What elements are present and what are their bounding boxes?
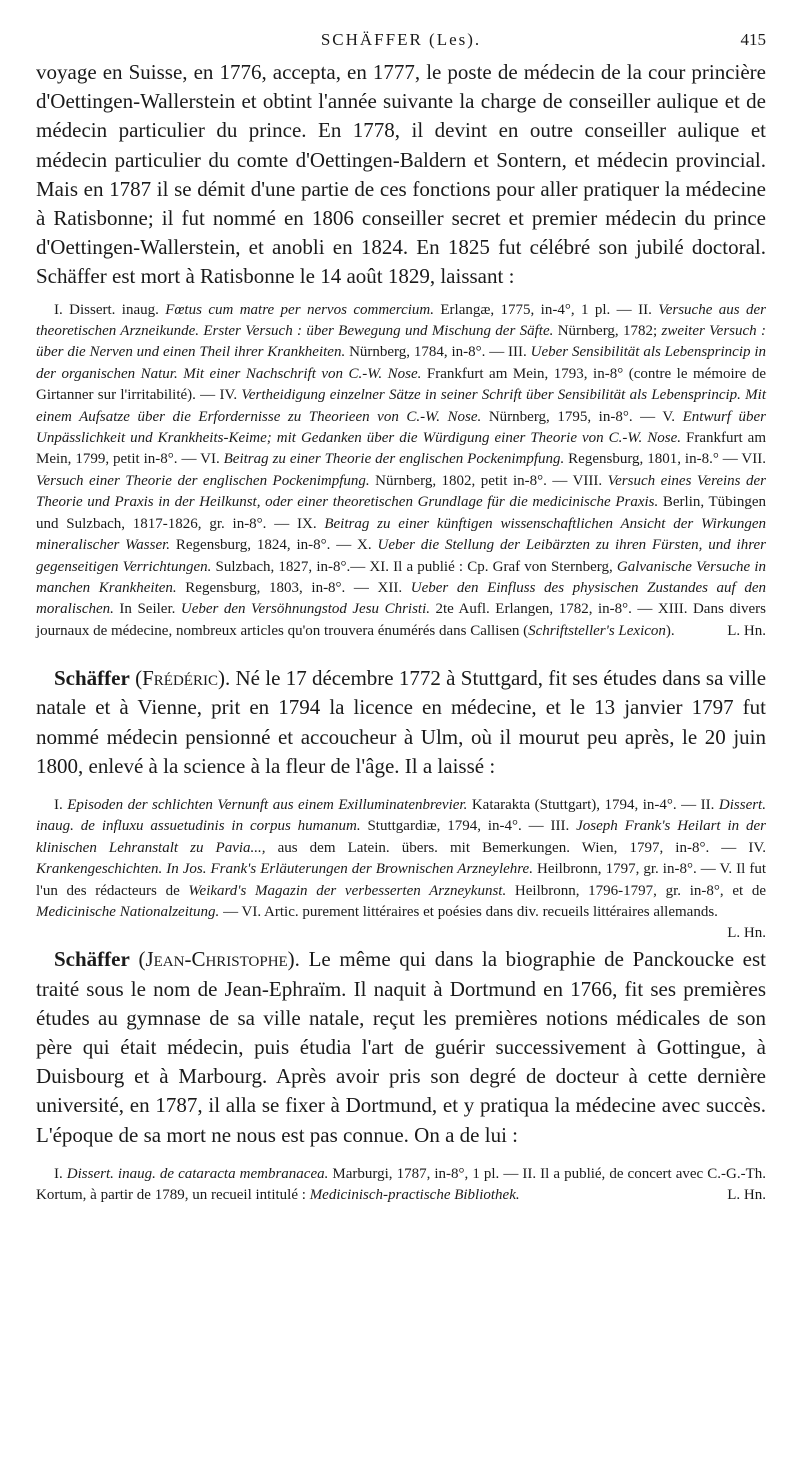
- bib-title: Versuche aus der theoretischen Arzneikunde. Erster Versuch : über Bewegung und Mischung der Säfte.: [36, 301, 766, 340]
- entry-continuation-text: voyage en Suisse, en 1776, accepta, en 1777, le poste de médecin de la cour princière d'Oettingen-Wallerstein et obtint l'année suivante la charge de conseiller aulique et de médecin particulier du prince. En 1778, il devint en outre conseiller aulique et médecin particulier du comte d'Oettingen-Baldern et Sontern, et médecin provincial. Mais en 1787 il se démit d'une partie de ces fonctions pour aller pratiquer la médecine à Ratisbonne; il fut nommé en 1806 conseiller secret et premier médecin du prince d'Oettingen-Wallerstein, et anobli en 1824. En 1825 fut célébré son jubilé doctoral. Schäffer est mort à Ratisbonne le 14 août 1829, laissant :: [36, 60, 766, 289]
- bib-title: Dissert. inaug. de cataracta membranacea.: [66, 1165, 329, 1182]
- bib-segments: [36, 302, 766, 639]
- bib-text: Marburgi, 1787, in-8°, 1 pl. — II. Il a publié, de concert avec C.-G.-Th. Kortum, à partir de 1789, un recueil intitulé :: [36, 1165, 766, 1204]
- bib-text: Regensburg, 1824, in-8°. — X.: [170, 537, 378, 554]
- bib-segments: [36, 1166, 766, 1203]
- bib-title: Vertheidigung einzelner Sätze in seiner Schrift über Sensibilität als Lebensprincip. Mit einem Aufsatze über die Erfordernisse zu Theorieen von C.-W. Nose.: [36, 387, 767, 425]
- bib-text: Katarakta (Stuttgart), 1794, in-4°. — II.: [467, 796, 719, 813]
- bib-text: I.: [54, 796, 68, 813]
- running-head: SCHÄFFER (Les).: [320, 30, 482, 49]
- bib-title: Versuch einer Theorie der englischen Pockenimpfung.: [36, 472, 370, 489]
- bibliography-entry1: [36, 300, 766, 643]
- bib-text: Frankfurt am Mein, 1793, in-8° (contre le mémoire de Girtanner sur l'irritabilité). — IV.: [36, 365, 766, 404]
- bib-segments: [36, 797, 766, 920]
- bib-text: — VI. Artic. purement littéraires et poésies dans div. recueils littéraires allemands.: [219, 903, 718, 920]
- bib-text: aus dem Latein. übers. mit Bemerkungen. Wien, 1797, in-8°. — IV.: [265, 839, 766, 856]
- bib-title: Beitrag zu einer künftigen wissenschaftlichen Ansicht der Wirkungen mineralischer Wasser.: [36, 515, 766, 554]
- bib-title: Ueber die Stellung der Leibärzten zu ihren Fürsten, und ihrer gegenseitigen Verrichtungen.: [36, 537, 766, 575]
- bib-text: Regensburg, 1803, in-8°. — XII.: [176, 579, 411, 596]
- bib-title: Ueber den Versöhnungstod Jesu Christi.: [180, 601, 430, 618]
- bib-title: Krankengeschichten. In Jos. Frank's Erläuterungen der Brownischen Arzneylehre.: [36, 861, 533, 878]
- bib-title: Versuch eines Vereins der Theorie und Praxis in der Heilkunst, oder einer theoretischen Grundlage für die medicinische Praxis.: [36, 472, 766, 511]
- bib-title: Dissert. inaug. de influxu assuetudinis in corpus humanum.: [36, 796, 766, 835]
- bib-title: Beitrag zu einer Theorie der englischen Pockenimpfung.: [223, 451, 565, 468]
- bib-text: Nürnberg, 1784, in-8°. — III.: [345, 344, 531, 361]
- bib-text: 2te Aufl. Erlangen, 1782, in-8°. — XIII. Dans divers journaux de médecine, nombreux articles qu'on trouvera énumérés dans Callisen (: [36, 601, 766, 639]
- bib-text: Heilbronn, 1796-1797, gr. in-8°, et de: [506, 882, 766, 899]
- entry-forename: (Frédéric).: [135, 666, 231, 691]
- entry-text: Né le 17 décembre 1772 à Stuttgard, fit ses études dans sa ville natale et à Vienne, prit en 1794 la licence en médecine, et le 13 janvier 1797 fut nommé médecin pensionné et accoucheur à Ulm, où il mourut peu après, le 20 juin 1800, enlevé à la science à la fleur de l'âge. Il a laissé :: [36, 666, 767, 778]
- bib-text: Frankfurt am Mein, 1799, petit in-8°. — VI.: [36, 430, 766, 468]
- entry-text: Le même qui dans la biographie de Panckoucke est traité sous le nom de Jean-Ephraïm. Il naquit à Dortmund en 1766, fit ses premières études au gymnase de sa ville natale, reçut les premières notions médicales de son père qui était médecin, puis étudia l'art de guérir successivement à Gottingue, à Duisbourg et à Marbourg. Après avoir pris son degré de docteur à cette dernière université, en 1787, il alla se fixer à Dortmund, et y pratiqua la médecine avec succès. L'époque de sa mort ne nous est pas connue. On a de lui :: [36, 947, 767, 1147]
- bibliography-entry3: [36, 1164, 766, 1207]
- bib-title: Weikard's Magazin der verbesserten Arzneykunst.: [188, 882, 507, 899]
- bib-title: Medicinische Nationalzeitung.: [36, 903, 220, 920]
- entry-schaffer-frederic: [36, 664, 766, 781]
- bib-title: Schriftsteller's Lexicon: [528, 622, 666, 639]
- bib-title: Episoden der schlichten Vernunft aus einem Exilluminatenbrevier.: [67, 796, 468, 813]
- page-header: [36, 28, 766, 58]
- bib-title: Galvanische Versuche in manchen Krankheiten.: [36, 558, 766, 596]
- bib-text: Stuttgardiæ, 1794, in-4°. — III.: [360, 818, 577, 835]
- bib-text: Nürnberg, 1802, petit in-8°. — VIII.: [369, 472, 608, 489]
- bib-text: In Seiler.: [113, 601, 181, 618]
- author-signature: L. Hn.: [727, 622, 766, 639]
- bib-text: Erlangæ, 1775, in-4°, 1 pl. — II.: [434, 301, 659, 318]
- entry-schaffer-jean-christophe: [36, 945, 766, 1149]
- bib-title: Joseph Frank's Heilart in der klinischen Lehranstalt zu Pavia...,: [36, 818, 766, 856]
- bib-text: I. Dissert. inaug.: [54, 301, 166, 318]
- bib-text: Heilbronn, 1797, gr. in-8°. — V. Il fut l'un des rédacteurs de: [36, 861, 766, 899]
- bib-text: Nürnberg, 1795, in-8°. — V.: [481, 408, 683, 425]
- page-number: 415: [740, 30, 766, 49]
- bib-title: Ueber Sensibilität als Lebensprincip in der organischen Natur. Mit einer Nachschrift von C.-W. Nose.: [36, 344, 766, 382]
- entry-forename: (Jean-Christophe).: [138, 947, 300, 972]
- bib-text: ).: [665, 622, 675, 639]
- bib-text: Regensburg, 1801, in-8.° — VII.: [564, 451, 766, 468]
- author-signature: L. Hn.: [727, 925, 766, 942]
- bib-title: Fœtus cum matre per nervos commercium.: [165, 301, 434, 318]
- bib-title: Entwurf über Unpässlichkeit und Krankheits-Keime; mit Gedanken über die Würdigung einer Theorie von C.-W. Nose.: [36, 408, 766, 447]
- author-signature: L. Hn.: [727, 1187, 766, 1204]
- bib-text: Nürnberg, 1782;: [553, 323, 662, 340]
- entry-name: Schäffer: [54, 947, 130, 972]
- bib-text: Berlin, Tübingen und Sulzbach, 1817-1826, gr. in-8°. — IX.: [36, 494, 766, 532]
- bib-title: Medicinisch-practische Bibliothek.: [309, 1187, 520, 1204]
- bib-title: Ueber den Einfluss des physischen Zustandes auf den moralischen.: [36, 579, 766, 618]
- bib-text: Sulzbach, 1827, in-8°.— XI. Il a publié : Cp. Graf von Sternberg,: [211, 558, 617, 575]
- bib-text: I.: [54, 1165, 67, 1182]
- bibliography-entry2: [36, 795, 766, 942]
- bib-title: zweiter Versuch : über die Nerven und einen Theil ihrer Krankheiten.: [36, 323, 766, 361]
- entry-name: Schäffer: [54, 666, 130, 691]
- page: [36, 28, 766, 1207]
